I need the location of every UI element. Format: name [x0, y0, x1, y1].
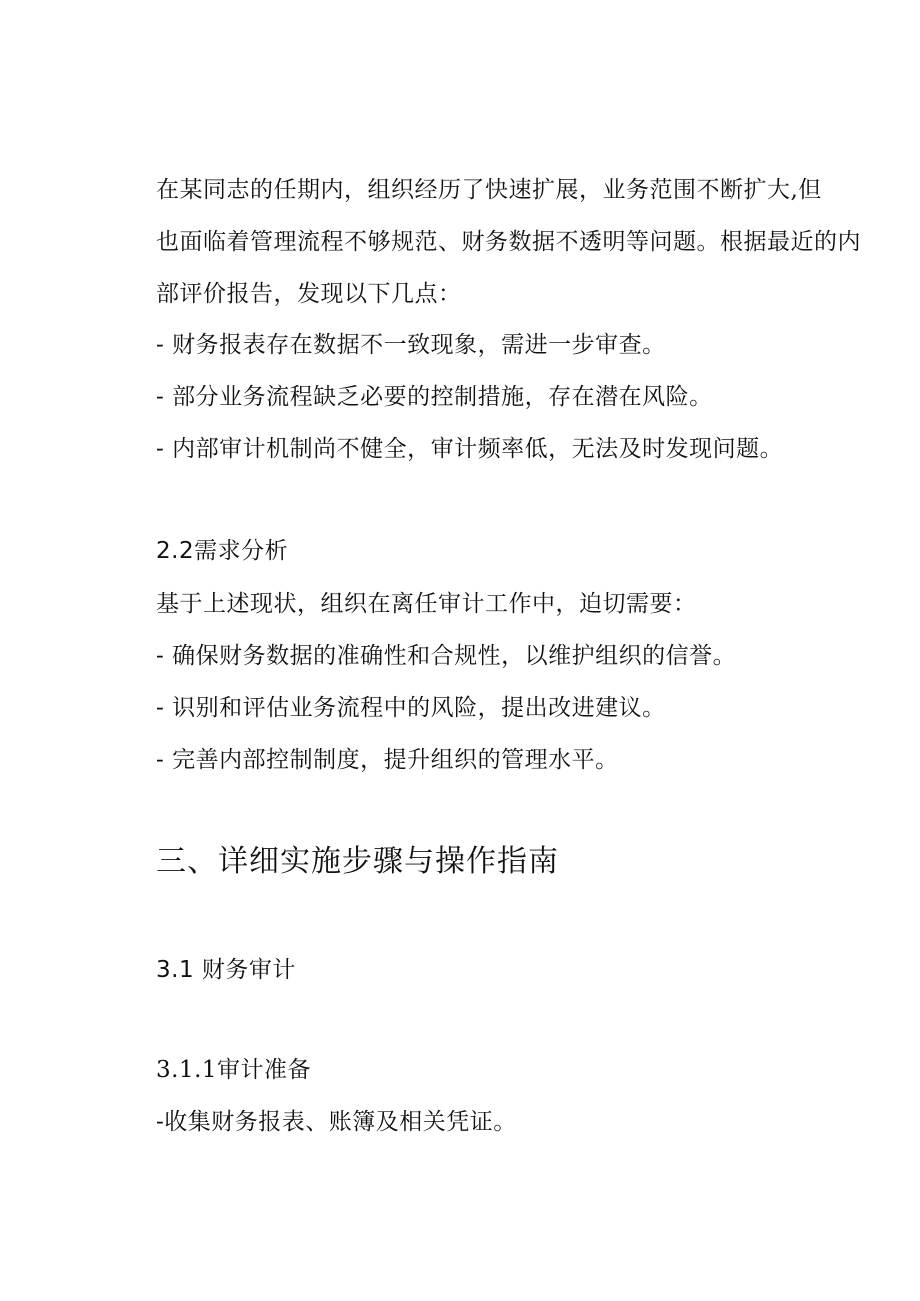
section-3-heading: 三、详细实施步骤与操作指南 [156, 844, 559, 879]
finding-item-2: - 部分业务流程缺乏必要的控制措施，存在潜在风险。 [156, 384, 713, 410]
section-3-1-1-heading: 3.1.1审计准备 [156, 1057, 312, 1083]
requirement-item-3: - 完善内部控制制度，提升组织的管理水平。 [156, 747, 619, 773]
section-3-1-heading: 3.1 财务审计 [156, 957, 296, 983]
intro-line-3: 部评价报告，发现以下几点： [156, 281, 462, 307]
finding-item-3: - 内部审计机制尚不健全，审计频率低，无法及时发现问题。 [156, 436, 784, 462]
finding-item-1: - 财务报表存在数据不一致现象，需进一步审查。 [156, 332, 666, 358]
section-2-2-heading: 2.2需求分析 [156, 538, 289, 564]
requirement-item-1: - 确保财务数据的准确性和合规性，以维护组织的信誉。 [156, 643, 737, 669]
section-2-2-lead: 基于上述现状，组织在离任审计工作中，迫切需要： [156, 591, 697, 617]
intro-line-2: 也面临着管理流程不够规范、财务数据不透明等问题。根据最近的内 [156, 229, 861, 255]
preparation-item-1: -收集财务报表、账簿及相关凭证。 [156, 1109, 517, 1135]
requirement-item-2: - 识别和评估业务流程中的风险，提出改进建议。 [156, 695, 666, 721]
intro-line-1: 在某同志的任期内，组织经历了快速扩展，业务范围不断扩大,但 [156, 177, 822, 203]
